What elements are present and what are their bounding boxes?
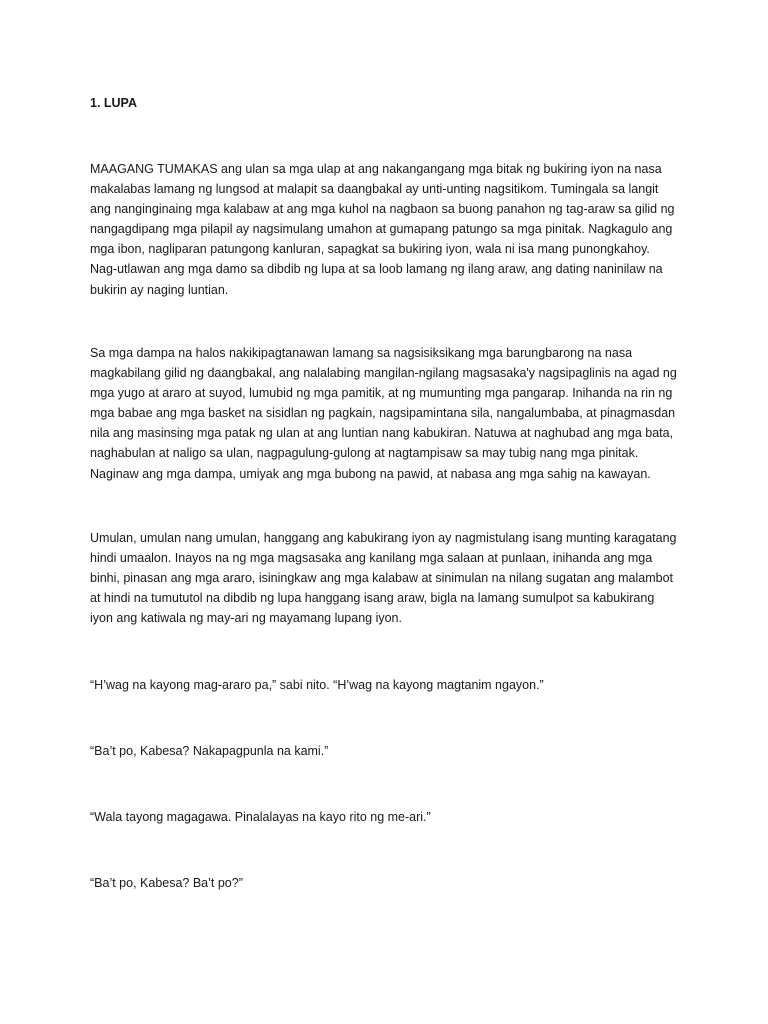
text-line: Nag-utlawan ang mga damo sa dibdib ng lupa at sa loob lamang ng ilang araw, ang dating naninilaw na bbox=[90, 262, 663, 277]
paragraph-3 bbox=[90, 528, 690, 628]
text-line: iyon ang katiwala ng may-ari ng mayamang lupang iyon. bbox=[90, 611, 402, 626]
paragraph-2 bbox=[90, 343, 690, 484]
text-line: Naginaw ang mga dampa, umiyak ang mga bubong na pawid, at nabasa ang mga sahig na kawayan. bbox=[90, 466, 651, 481]
dialogue-line-1: “H’wag na kayong mag-araro pa,” sabi nito. “H’wag na kayong magtanim ngayon.” bbox=[90, 678, 544, 692]
text-line: nila ang masinsing mga patak ng ulan at ang luntian nang kabukiran. Natuwa at naghubad ang mga bata, bbox=[90, 426, 674, 441]
text-line: bukirin ay naging luntian. bbox=[90, 282, 229, 297]
text-line: mga babae ang mga basket na sisidlan ng pagkain, nagsipamintana sila, nangalumbaba, at pinagmasdan bbox=[90, 406, 676, 421]
paragraph-1 bbox=[90, 159, 690, 300]
text-line: Sa mga dampa na halos nakikipagtanawan lamang sa nagsisiksikang mga barungbarong na nasa bbox=[90, 346, 633, 360]
text-line: MAAGANG TUMAKAS ang ulan sa mga ulap at ang nakangangang mga bitak ng bukiring iyon na nasa bbox=[90, 162, 662, 176]
text-line: mga yugo at araro at suyod, lumubid ng mga pamitik, at ng mumunting mga pangarap. Inihanda na rin ng bbox=[90, 386, 673, 401]
text-line: mga ibon, nagliparan patungong kanluran, sapagkat sa bukiring iyon, wala ni isa mang punongkahoy. bbox=[90, 242, 650, 257]
chapter-heading: 1. LUPA bbox=[90, 96, 137, 110]
text-line: makalabas lamang ng lungsod at malapit sa daangbakal ay unti-unting nagsitikom. Tumingala sa langit bbox=[90, 182, 659, 197]
text-line: magkabilang gilid ng daangbakal, ang nalalabing mangilan-ngilang magsasaka'y nagsipaglinis na agad ng bbox=[90, 366, 677, 381]
text-line: nangagdipang mga pilapil ay nagsimulang umahon at gumapang patungo sa mga pinitak. Nagkagulo ang bbox=[90, 222, 673, 237]
text-line: at hindi na tumututol na dibdib ng lupa hanggang isang araw, bigla na lamang sumulpot sa kabukirang bbox=[90, 591, 655, 606]
text-line: binhi, pinasan ang mga araro, isiningkaw ang mga kalabaw at sinimulan na nilang sugatan ang malambot bbox=[90, 571, 674, 586]
text-line: hindi umaalon. Inayos na ng mga magsasaka ang kanilang mga salaan at punlaan, inihanda ang mga bbox=[90, 551, 653, 566]
text-line: ang nanginginaing mga kalabaw at ang mga kuhol na nagbaon sa buong panahon ng tag-araw sa gilid ng bbox=[90, 202, 675, 217]
dialogue-line-2: “Ba’t po, Kabesa? Nakapagpunla na kami.” bbox=[90, 744, 329, 758]
dialogue-line-4: “Ba’t po, Kabesa? Ba’t po?” bbox=[90, 876, 243, 890]
text-line: Umulan, umulan nang umulan, hanggang ang kabukirang iyon ay nagmistulang isang munting karagatang bbox=[90, 531, 677, 545]
text-line: naghabulan at naligo sa ulan, nagpagulung-gulong at nagtampisaw sa may tubig nang mga pinitak. bbox=[90, 446, 639, 461]
dialogue-line-3: “Wala tayong magagawa. Pinalalayas na kayo rito ng me-ari.” bbox=[90, 810, 431, 824]
